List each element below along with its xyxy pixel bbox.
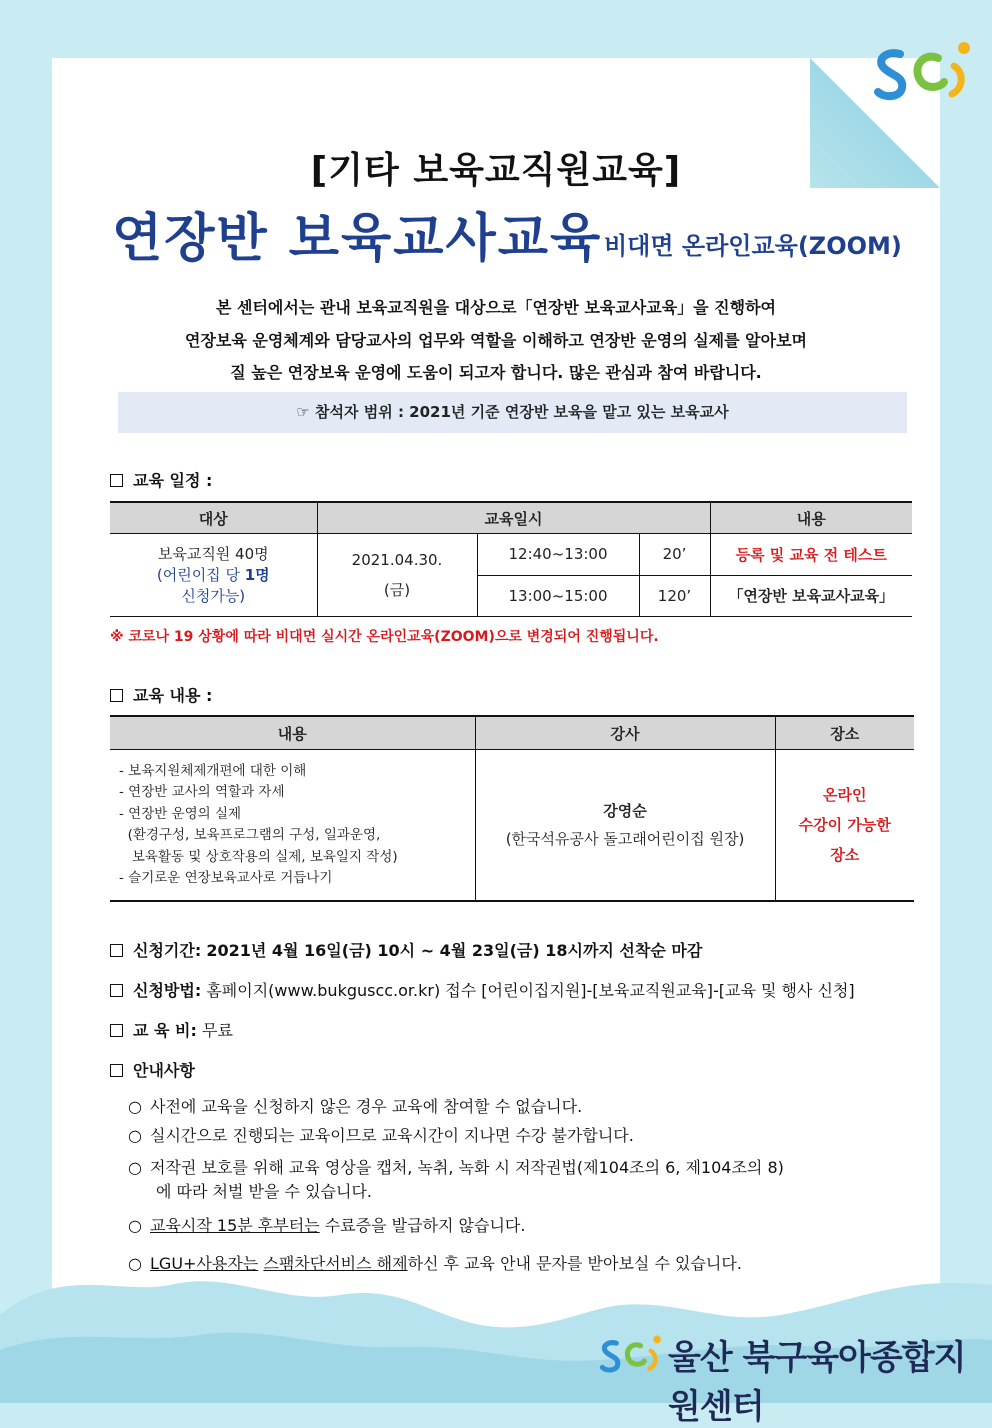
list-item: - 연장반 교사의 역할과 자세 [119, 784, 285, 800]
center-name: 울산 북구육아종합지원센터 [668, 1338, 966, 1427]
guide-item: ○ 사전에 교육을 신청하지 않은 경우 교육에 참여할 수 없습니다. [128, 1095, 582, 1119]
checkbox-square-icon [110, 984, 123, 997]
instructor-affiliation: (한국석유공사 돌고래어린이집 원장) [505, 830, 745, 848]
target-count: 보육교직원 40명 [157, 544, 269, 563]
list-item: - 보육지원체제개편에 대한 이해 [119, 762, 307, 779]
edu-date: 2021.04.30. [351, 551, 443, 569]
covid-notice: ※ 코로나 19 상황에 따라 비대면 실시간 온라인교육(ZOOM)으로 변경되어 진행됩니다. [110, 629, 659, 645]
duration-cell: 120’ [639, 575, 710, 617]
target-cell [110, 534, 317, 617]
checkbox-square-icon [110, 689, 123, 702]
table-row [110, 750, 914, 902]
date-cell [317, 534, 477, 617]
edu-fee: 교 육 비: 무료 [110, 1018, 233, 1041]
list-item: 보육활동 및 상호작용의 실제, 보육일지 작성) [119, 848, 398, 865]
circle-bullet-icon: ○ [128, 1126, 142, 1145]
list-item: - 슬기로운 연장보육교사로 거듭나기 [119, 870, 333, 886]
place-cell [775, 750, 914, 902]
category-title: [기타 보육교직원교육] [310, 150, 682, 191]
intro-line-1: 본 센터에서는 관내 보육교직원을 대상으로「연장반 보육교사교육」을 진행하여 [215, 298, 776, 317]
intro-line-2: 연장보육 운영체계와 담당교사의 업무와 역할을 이해하고 연장반 운영의 실제를 알아보며 [184, 331, 807, 350]
edu-day: (금) [383, 581, 411, 599]
table-header-row [110, 716, 914, 750]
content-cell: 등록 및 교육 전 테스트 [710, 534, 912, 576]
instructor-name: 강영순 [603, 802, 647, 820]
apply-method: 신청방법: 홈페이지(www.bukguscc.or.kr) 접수 [어린이집지원]-[보육교직원교육]-[교육 및 행사 신청] [110, 978, 855, 1001]
instructor-cell [475, 750, 775, 902]
checkbox-square-icon [110, 944, 123, 957]
main-title: 연장반 보육교사교육 [112, 209, 603, 269]
place-line: 온라인 [823, 786, 867, 804]
sub-title: 비대면 온라인교육(ZOOM) [604, 232, 902, 260]
table-header-row [110, 502, 912, 534]
content-table [110, 715, 914, 902]
circle-bullet-icon: ○ [128, 1216, 142, 1235]
header-target: 대상 [110, 502, 317, 534]
place-line: 장소 [830, 846, 860, 864]
content-cell: 「연장반 보육교사교육」 [710, 575, 912, 617]
checkbox-square-icon [110, 474, 123, 487]
schedule-table [110, 501, 912, 617]
topic-list-cell [110, 750, 475, 902]
header-place: 장소 [775, 716, 914, 750]
intro-line-3: 질 높은 연장보육 운영에 도움이 되고자 합니다. 많은 관심과 참여 바랍니다. [230, 363, 762, 382]
checkbox-square-icon [110, 1024, 123, 1037]
guide-item: ○ 교육시작 15분 후부터는 수료증을 발급하지 않습니다. [128, 1214, 525, 1238]
table-row [110, 534, 912, 576]
content-section-title: 교육 내용 : [110, 683, 212, 706]
guide-item: ○ LGU+사용자는 스팸차단서비스 해제하신 후 교육 안내 문자를 받아보실 수 있습니다. [128, 1252, 742, 1276]
topic-list [111, 761, 474, 890]
circle-bullet-icon: ○ [128, 1097, 142, 1116]
time-cell: 13:00~15:00 [477, 575, 639, 617]
place-line: 수강이 가능한 [798, 816, 891, 834]
guide-title: 안내사항 [110, 1058, 195, 1081]
header-datetime: 교육일시 [317, 502, 710, 534]
schedule-section-title: 교육 일정 : [110, 468, 212, 491]
header-topic: 내용 [110, 716, 475, 750]
target-limit-suffix: 신청가능) [181, 586, 246, 605]
header-instructor: 강사 [475, 716, 775, 750]
circle-bullet-icon: ○ [128, 1158, 142, 1177]
target-limit: (어린이집 당 1명 [156, 565, 270, 584]
checkbox-square-icon [110, 1064, 123, 1077]
header-content: 내용 [710, 502, 912, 534]
apply-period: 신청기간: 2021년 4월 16일(금) 10시 ~ 4월 23일(금) 18시까지 선착순 마감 [110, 938, 702, 961]
guide-item: ○ 저작권 보호를 위해 교육 영상을 캡처, 녹취, 녹화 시 저작권법(제104조의 6, 제104조의 8) 에 따라 처벌 받을 수 있습니다. [128, 1158, 784, 1201]
center-logo-icon [868, 36, 978, 106]
list-item: - 연장반 운영의 실제 [119, 805, 242, 822]
center-logo-icon [596, 1326, 666, 1382]
guide-item: ○ 실시간으로 진행되는 교육이므로 교육시간이 지나면 수강 불가합니다. [128, 1124, 634, 1148]
participant-scope: ☞ 참석자 범위 : 2021년 기준 연장반 보육을 맡고 있는 보육교사 [118, 392, 907, 433]
circle-bullet-icon: ○ [128, 1254, 142, 1273]
list-item: (환경구성, 보육프로그램의 구성, 일과운영, [119, 827, 381, 843]
time-cell: 12:40~13:00 [477, 534, 639, 576]
duration-cell: 20’ [639, 534, 710, 576]
